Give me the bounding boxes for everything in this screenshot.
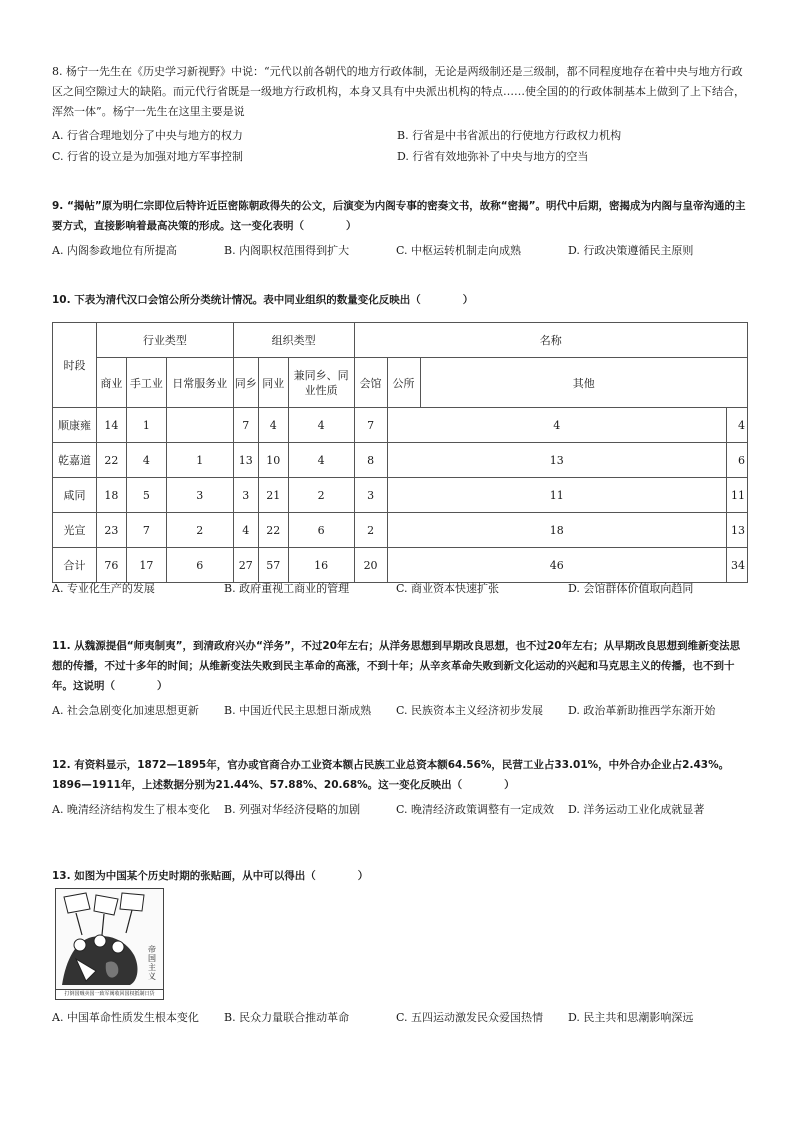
subheader-gongsuo: 公所 (387, 358, 420, 408)
option-a[interactable]: A. 行省合理地划分了中央与地方的权力 (52, 129, 243, 142)
option-a[interactable]: A. 社会急剧变化加速思想更新 (52, 704, 199, 717)
question-10 (52, 290, 747, 310)
cell: 34 (726, 548, 747, 583)
option-a[interactable]: A. 专业化生产的发展 (52, 582, 155, 595)
option-d[interactable]: D. 行省有效地弥补了中央与地方的空当 (397, 150, 589, 163)
question-10-options-block (52, 580, 747, 598)
question-8-options (52, 126, 747, 166)
question-11 (52, 636, 747, 720)
cell: 3 (354, 478, 387, 513)
option-d[interactable]: D. 洋务运动工业化成就显著 (568, 803, 705, 816)
cell: 6 (726, 443, 747, 478)
cell: 5 (126, 478, 166, 513)
cell: 7 (354, 408, 387, 443)
cell: 3 (233, 478, 258, 513)
option-c[interactable]: C. 行省的设立是为加强对地方军事控制 (52, 150, 244, 163)
option-a[interactable]: A. 中国革命性质发生根本变化 (52, 1011, 199, 1024)
question-13-options (52, 1009, 747, 1027)
cell: 17 (126, 548, 166, 583)
option-c[interactable]: C. 民族资本主义经济初步发展 (396, 704, 544, 717)
row-period: 光宣 (53, 513, 97, 548)
question-8 (52, 62, 747, 166)
cell: 18 (96, 478, 126, 513)
industry-type-header: 行业类型 (96, 323, 233, 358)
cell: 11 (726, 478, 747, 513)
option-c[interactable]: C. 中枢运转机制走向成熟 (396, 244, 522, 257)
table-row (53, 443, 748, 478)
question-12-stem: 12. 有资料显示，1872—1895年，官办或官商合办工业资本额占民族工业总资本额64.56%，民营工业占33.01%，中外合办企业占2.43%。1896—1911年，上述数据分别为21.44%、57.88%、20.68%。这一变化反映出（ ） (52, 759, 730, 791)
period-header: 时段 (53, 323, 97, 408)
subheader-other: 其他 (420, 358, 748, 408)
row-period: 咸同 (53, 478, 97, 513)
option-b[interactable]: B. 政府重视工商业的管理 (224, 582, 350, 595)
option-b[interactable]: B. 内阁职权范围得到扩大 (224, 244, 350, 257)
cell: 13 (233, 443, 258, 478)
question-13-stem: 13. 如图为中国某个历史时期的张贴画，从中可以得出（ ） (52, 870, 369, 882)
cell: 20 (354, 548, 387, 583)
option-d[interactable]: D. 民主共和思潮影响深远 (568, 1011, 694, 1024)
guild-statistics-table (52, 322, 748, 583)
cell: 14 (96, 408, 126, 443)
poster-illustration (56, 889, 163, 999)
question-11-stem: 11. 从魏源提倡“师夷制夷”，到清政府兴办“洋务”，不过20年左右；从洋务思想到早期改良思想，也不过20年左右；从早期改良思想到维新变法思想的传播，不过十多年的时间；从维新变法失败到民主革命的高涨，不到十年；从辛亥革命失败到新文化运动的兴起和马克思主义的传播，也不到十年。这说明（ ） (52, 640, 741, 692)
cell: 7 (233, 408, 258, 443)
cell: 4 (387, 408, 726, 443)
option-d[interactable]: D. 会馆群体价值取向趋同 (568, 582, 694, 595)
row-period: 合计 (53, 548, 97, 583)
poster-side-text: 帝国主义 (148, 945, 156, 981)
subheader-same-hometown: 同乡 (233, 358, 258, 408)
cell: 1 (166, 443, 233, 478)
question-9-stem: 9. “揭帖”原为明仁宗即位后特许近臣密陈朝政得失的公文，后演变为内阁专事的密奏文书，故称“密揭”。明代中后期，密揭成为内阁与皇帝沟通的主要方式，直接影响着最高决策的形成。这一变化表明（ ） (52, 200, 746, 232)
cell: 13 (726, 513, 747, 548)
cell: 6 (288, 513, 354, 548)
option-b[interactable]: B. 民众力量联合推动革命 (224, 1011, 350, 1024)
cell: 76 (96, 548, 126, 583)
propaganda-poster-image (55, 888, 164, 1000)
question-10-options (52, 580, 747, 598)
row-period: 顺康雍 (53, 408, 97, 443)
cell: 3 (166, 478, 233, 513)
question-10-stem: 10. 下表为清代汉口会馆公所分类统计情况。表中同业组织的数量变化反映出（ ） (52, 294, 474, 306)
cell: 4 (233, 513, 258, 548)
cell: 27 (233, 548, 258, 583)
option-a[interactable]: A. 晚清经济结构发生了根本变化 (52, 803, 210, 816)
question-13 (52, 866, 747, 886)
cell: 10 (258, 443, 288, 478)
table-row (53, 513, 748, 548)
subheader-both: 兼同乡、同业性质 (288, 358, 354, 408)
cell: 16 (288, 548, 354, 583)
question-13-options-block (52, 1009, 747, 1027)
cell: 18 (387, 513, 726, 548)
option-b[interactable]: B. 中国近代民主思想日渐成熟 (224, 704, 372, 717)
cell: 4 (726, 408, 747, 443)
question-9 (52, 196, 747, 260)
question-12-options (52, 801, 747, 819)
cell: 46 (387, 548, 726, 583)
cell: 1 (126, 408, 166, 443)
name-header: 名称 (354, 323, 747, 358)
cell: 2 (288, 478, 354, 513)
subheader-huiguan: 会馆 (354, 358, 387, 408)
organization-type-header: 组织类型 (233, 323, 354, 358)
cell: 4 (258, 408, 288, 443)
option-c[interactable]: C. 晚清经济政策调整有一定成效 (396, 803, 555, 816)
poster-caption: 打倒国贼卖国一致军阀收回国权抵制日货 (56, 989, 163, 999)
row-period: 乾嘉道 (53, 443, 97, 478)
cell: 11 (387, 478, 726, 513)
cell: 8 (354, 443, 387, 478)
question-12 (52, 755, 747, 819)
cell: 13 (387, 443, 726, 478)
cell: 21 (258, 478, 288, 513)
cell: 7 (126, 513, 166, 548)
table-row (53, 478, 748, 513)
cell: 23 (96, 513, 126, 548)
cell: 6 (166, 548, 233, 583)
question-8-stem: 8. 杨宁一先生在《历史学习新视野》中说：“元代以前各朝代的地方行政体制，无论是两级制还是三级制，都不同程度地存在着中央与地方行政区之间空隙过大的缺陷。而元代行省既是一级地方行政机构，本身又具有中央派出机构的特点……使全国的的行政体制基本上做到了上下结合，浑然一体”。杨宁一先生在这里主要是说 (52, 65, 745, 118)
cell: 4 (126, 443, 166, 478)
table-row (53, 408, 748, 443)
option-d[interactable]: D. 行政决策遵循民主原则 (568, 244, 694, 257)
cell: 4 (288, 443, 354, 478)
cell (166, 408, 233, 443)
subheader-same-trade: 同业 (258, 358, 288, 408)
option-b[interactable]: B. 行省是中书省派出的行使地方行政权力机构 (397, 129, 622, 142)
cell: 2 (354, 513, 387, 548)
option-d[interactable]: D. 政治革新助推西学东渐开始 (568, 704, 716, 717)
question-9-options (52, 242, 747, 260)
option-c[interactable]: C. 五四运动激发民众爱国热情 (396, 1011, 544, 1024)
option-a[interactable]: A. 内阁参政地位有所提高 (52, 244, 177, 257)
cell: 22 (96, 443, 126, 478)
cell: 57 (258, 548, 288, 583)
cell: 4 (288, 408, 354, 443)
subheader-commerce: 商业 (96, 358, 126, 408)
option-b[interactable]: B. 列强对华经济侵略的加剧 (224, 803, 361, 816)
subheader-handicraft: 手工业 (126, 358, 166, 408)
table-row (53, 548, 748, 583)
subheader-daily-service: 日常服务业 (166, 358, 233, 408)
question-11-options (52, 702, 747, 720)
cell: 2 (166, 513, 233, 548)
option-c[interactable]: C. 商业资本快速扩张 (396, 582, 500, 595)
cell: 22 (258, 513, 288, 548)
